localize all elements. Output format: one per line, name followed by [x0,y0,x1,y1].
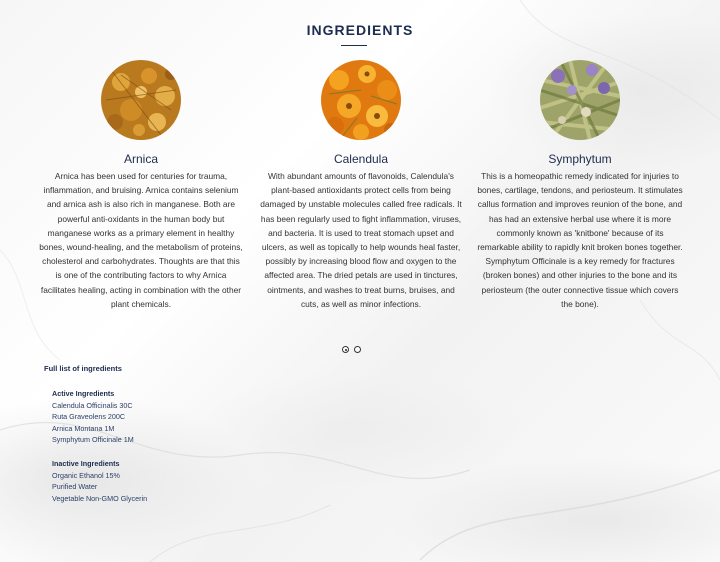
carousel-dot-1[interactable] [342,346,349,353]
inactive-ingredients-heading: Inactive Ingredients [52,459,120,468]
active-ingredients-list [52,388,134,446]
ingredient-name: Symphytum [548,152,612,166]
list-item: Ruta Graveolens 200C [52,412,126,422]
ingredient-card-symphytum [477,60,683,311]
ingredient-description: Arnica has been used for centuries for trauma, inflammation, and bruising. Arnica contains selenium and arnica ash is also rich in manganese. Both are powerful anti-oxidants in the human body but manganese works as a primary element in healthy bones, wound-healing, and the metabolism of proteins, cholesterol and carbohydrates. Thoughts are that this is one of the contributing factors to why Arnica facilitates healing, acting in combination with the other plant chemicals. [39,171,243,309]
ingredient-description: This is a homeopathic remedy indicated for injuries to bones, cartilage, tendons, and periosteum. It stimulates callus formation and improves reunion of the bone, and has had an extensive herbal use where it is more commonly known as 'knitbone' because of its remarkable ability to rapidly knit broken bones together. Symphytum Officinale is a key remedy for fractures (broken bones) and other injuries to the bone and its periosteum (the outer connective tissue which covers the bone). [477,171,683,309]
ingredient-card-calendula [258,60,464,311]
ingredient-name: Calendula [333,152,389,166]
list-item: Vegetable Non-GMO Glycerin [52,493,148,503]
list-item: Calendula Officinalis 30C [52,400,133,410]
active-ingredients-heading: Active Ingredients [52,389,115,398]
list-item: Purified Water [52,482,98,492]
carousel-pagination [342,346,361,353]
calendula-image [321,60,401,140]
section-title: INGREDIENTS [306,22,414,38]
ingredient-card-arnica [38,60,244,311]
ingredient-name: Arnica [123,152,158,166]
arnica-image [101,60,181,140]
list-item: Arnica Montana 1M [52,423,115,433]
inactive-ingredients-list [52,458,147,504]
title-underline [341,45,367,46]
ingredient-description: With abundant amounts of flavonoids, Calendula's plant-based antioxidants protect cells from being damaged by unstable molecules called free radicals. It has been regularly used to fight inflammation, viruses, and bacteria. It is used to treat stomach upset and ulcers, as well as topically to help wounds heal faster, possibly by increasing blood flow and oxygen to the affected area. The dried petals are used in tinctures, ointments, and washes to treat burns, bruises, and cuts, as well as minor infections. [260,171,462,309]
full-list-label: Full list of ingredients [44,364,122,373]
list-item: Symphytum Officinale 1M [52,435,134,445]
list-item: Organic Ethanol 15% [52,470,120,480]
symphytum-image [540,60,620,140]
carousel-dot-2[interactable] [354,346,361,353]
